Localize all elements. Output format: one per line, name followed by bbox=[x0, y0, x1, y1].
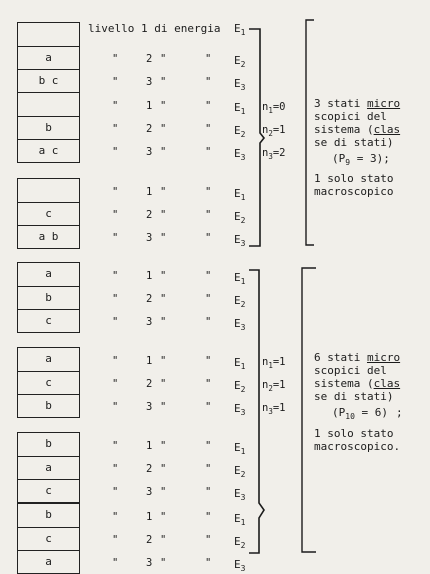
particle-cell: b bbox=[45, 437, 52, 450]
particle-cell: a c bbox=[18, 139, 79, 163]
level-number: 3 bbox=[146, 146, 153, 158]
occupation-number: $n_2=1$ bbox=[262, 124, 286, 139]
ditto-mark: " bbox=[160, 557, 167, 569]
ditto-mark: " bbox=[205, 76, 212, 88]
ditto-mark: " bbox=[160, 486, 167, 498]
ditto-mark: " bbox=[205, 401, 212, 413]
ditto-mark: " bbox=[112, 100, 119, 112]
ditto-mark: " bbox=[160, 378, 167, 390]
note-lower: 6 stati micro scopici del sistema (clas se di stati) $(P_{10} = 6)$ ; 1 solo stato macroscopico. bbox=[314, 351, 403, 454]
header-index: 1 bbox=[140, 22, 148, 35]
ditto-mark: " bbox=[205, 146, 212, 158]
ditto-mark: " bbox=[112, 440, 119, 452]
level-number: 2 bbox=[146, 534, 153, 546]
level-number: 1 bbox=[146, 100, 153, 112]
header-rest: di energia bbox=[154, 22, 221, 35]
ditto-mark: " bbox=[112, 378, 119, 390]
ditto-mark: " bbox=[205, 100, 212, 112]
energy-level-label: $E_3$ bbox=[234, 147, 246, 163]
particle-cell: c bbox=[18, 479, 79, 503]
ditto-mark: " bbox=[205, 232, 212, 244]
ditto-mark: " bbox=[160, 401, 167, 413]
level-number: 1 bbox=[146, 440, 153, 452]
energy-level-label: $E_1$ bbox=[234, 512, 246, 528]
particle-cell: a bbox=[45, 267, 52, 280]
header-energy: $E_1$ bbox=[234, 22, 246, 38]
ditto-mark: " bbox=[160, 232, 167, 244]
ditto-mark: " bbox=[112, 355, 119, 367]
level-number: 3 bbox=[146, 316, 153, 328]
level-number: 3 bbox=[146, 401, 153, 413]
energy-level-label: $E_1$ bbox=[234, 356, 246, 372]
ditto-mark: " bbox=[160, 534, 167, 546]
ditto-mark: " bbox=[205, 293, 212, 305]
energy-level-label: $E_3$ bbox=[234, 233, 246, 249]
energy-level-label: $E_2$ bbox=[234, 464, 246, 480]
ditto-mark: " bbox=[205, 534, 212, 546]
energy-level-label: $E_1$ bbox=[234, 441, 246, 457]
ditto-mark: " bbox=[112, 186, 119, 198]
energy-level-label: $E_3$ bbox=[234, 77, 246, 93]
energy-level-label: $E_2$ bbox=[234, 124, 246, 140]
energy-level-label: $E_2$ bbox=[234, 54, 246, 70]
level-number: 3 bbox=[146, 76, 153, 88]
ditto-mark: " bbox=[160, 293, 167, 305]
energy-level-label: $E_2$ bbox=[234, 535, 246, 551]
header-prefix: livello bbox=[88, 22, 135, 35]
level-number: 3 bbox=[146, 557, 153, 569]
ditto-mark: " bbox=[205, 186, 212, 198]
ditto-mark: " bbox=[112, 534, 119, 546]
energy-level-label: $E_3$ bbox=[234, 317, 246, 333]
level-number: 2 bbox=[146, 463, 153, 475]
ditto-mark: " bbox=[112, 486, 119, 498]
occupation-number: $n_3=1$ bbox=[262, 402, 286, 417]
ditto-mark: " bbox=[205, 53, 212, 65]
ditto-mark: " bbox=[160, 511, 167, 523]
ditto-mark: " bbox=[160, 186, 167, 198]
ditto-mark: " bbox=[160, 100, 167, 112]
ditto-mark: " bbox=[205, 209, 212, 221]
ditto-mark: " bbox=[160, 123, 167, 135]
particle-cell: b bbox=[18, 116, 79, 140]
occupation-number: $n_1=0$ bbox=[262, 101, 286, 116]
energy-level-label: $E_2$ bbox=[234, 294, 246, 310]
brace-upper bbox=[249, 29, 264, 246]
ditto-mark: " bbox=[160, 270, 167, 282]
particle-cell: a bbox=[18, 550, 79, 574]
ditto-mark: " bbox=[205, 486, 212, 498]
ditto-mark: " bbox=[160, 209, 167, 221]
level-number: 3 bbox=[146, 232, 153, 244]
ditto-mark: " bbox=[112, 463, 119, 475]
energy-level-label: $E_1$ bbox=[234, 187, 246, 203]
ditto-mark: " bbox=[205, 378, 212, 390]
ditto-mark: " bbox=[112, 123, 119, 135]
ditto-mark: " bbox=[112, 316, 119, 328]
particle-cell: a bbox=[18, 456, 79, 480]
level-number: 3 bbox=[146, 486, 153, 498]
ditto-mark: " bbox=[160, 355, 167, 367]
ditto-mark: " bbox=[112, 146, 119, 158]
ditto-mark: " bbox=[112, 53, 119, 65]
ditto-mark: " bbox=[112, 270, 119, 282]
particle-cell: b bbox=[18, 286, 79, 310]
ditto-mark: " bbox=[205, 123, 212, 135]
ditto-mark: " bbox=[112, 232, 119, 244]
level-number: 2 bbox=[146, 209, 153, 221]
particle-cell: a bbox=[45, 352, 52, 365]
level-number: 1 bbox=[146, 355, 153, 367]
particle-cell: c bbox=[18, 309, 79, 333]
energy-level-label: $E_3$ bbox=[234, 558, 246, 574]
occupation-number: $n_2=1$ bbox=[262, 379, 286, 394]
ditto-mark: " bbox=[112, 76, 119, 88]
particle-cell: c bbox=[18, 371, 79, 395]
level-number: 2 bbox=[146, 378, 153, 390]
ditto-mark: " bbox=[205, 316, 212, 328]
energy-level-label: $E_3$ bbox=[234, 487, 246, 503]
level-number: 1 bbox=[146, 186, 153, 198]
energy-level-label: $E_1$ bbox=[234, 271, 246, 287]
ditto-mark: " bbox=[160, 463, 167, 475]
particle-cell: a b bbox=[18, 225, 79, 249]
energy-level-label: $E_2$ bbox=[234, 379, 246, 395]
occupation-number: $n_3=2$ bbox=[262, 147, 286, 162]
ditto-mark: " bbox=[205, 440, 212, 452]
bracket-upper-note bbox=[306, 20, 314, 245]
ditto-mark: " bbox=[205, 355, 212, 367]
ditto-mark: " bbox=[160, 53, 167, 65]
ditto-mark: " bbox=[160, 146, 167, 158]
occupation-number: $n_1=1$ bbox=[262, 356, 286, 371]
energy-level-label: $E_3$ bbox=[234, 402, 246, 418]
particle-cell: b bbox=[18, 394, 79, 418]
ditto-mark: " bbox=[160, 76, 167, 88]
particle-cell: b bbox=[45, 508, 52, 521]
energy-level-label: $E_2$ bbox=[234, 210, 246, 226]
level-number: 1 bbox=[146, 270, 153, 282]
ditto-mark: " bbox=[205, 463, 212, 475]
ditto-mark: " bbox=[112, 401, 119, 413]
brace-lower bbox=[249, 270, 264, 553]
ditto-mark: " bbox=[112, 293, 119, 305]
particle-cell: b c bbox=[18, 69, 79, 93]
ditto-mark: " bbox=[112, 557, 119, 569]
particle-cell: c bbox=[18, 202, 79, 226]
level-number: 2 bbox=[146, 53, 153, 65]
ditto-mark: " bbox=[112, 209, 119, 221]
ditto-mark: " bbox=[205, 511, 212, 523]
particle-cell: a bbox=[18, 46, 79, 70]
level-number: 2 bbox=[146, 123, 153, 135]
ditto-mark: " bbox=[112, 511, 119, 523]
ditto-mark: " bbox=[160, 440, 167, 452]
level-number: 2 bbox=[146, 293, 153, 305]
ditto-mark: " bbox=[160, 316, 167, 328]
particle-cell: c bbox=[18, 527, 79, 551]
ditto-mark: " bbox=[205, 270, 212, 282]
note-upper: 3 stati micro scopici del sistema (clas se di stati) $(P_9 = 3)$; 1 solo stato macroscopico bbox=[314, 97, 401, 199]
ditto-mark: " bbox=[205, 557, 212, 569]
energy-level-label: $E_1$ bbox=[234, 101, 246, 117]
level-number: 1 bbox=[146, 511, 153, 523]
